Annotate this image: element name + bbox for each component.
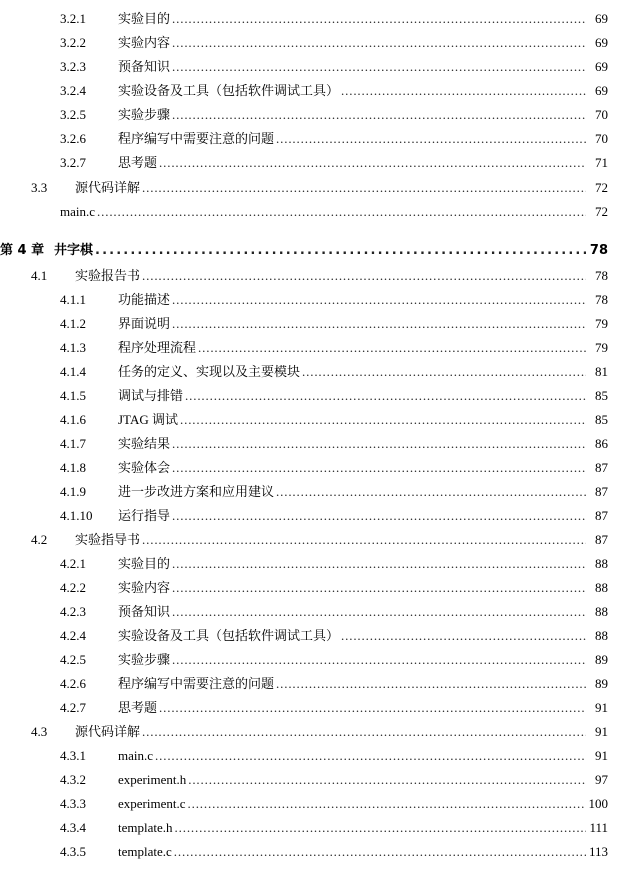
- toc-number: 4.1: [31, 268, 48, 283]
- toc-title: 运行指导: [118, 508, 171, 523]
- dot-leader: [159, 155, 586, 171]
- toc-page: 88: [595, 580, 608, 595]
- toc-page: 87: [595, 532, 608, 547]
- toc-title: 实验体会: [118, 460, 171, 475]
- toc-entry[interactable]: [60, 772, 608, 788]
- toc-page: 100: [588, 796, 608, 811]
- toc-title: 实验设备及工具（包括软件调试工具）: [118, 83, 340, 98]
- toc-number: 4.3: [31, 724, 48, 739]
- dot-leader: [95, 243, 586, 259]
- toc-title: 进一步改进方案和应用建议: [118, 484, 275, 499]
- toc-title: 程序处理流程: [118, 340, 197, 355]
- toc-number: 3.2.5: [60, 107, 86, 122]
- toc-page: 88: [595, 604, 608, 619]
- toc-title: 思考题: [118, 700, 158, 715]
- toc-entry[interactable]: [31, 532, 608, 548]
- toc-entry[interactable]: [60, 83, 608, 99]
- toc-entry[interactable]: [60, 556, 608, 572]
- toc-entry[interactable]: [60, 155, 608, 171]
- toc-entry[interactable]: [60, 340, 608, 356]
- toc-entry[interactable]: [60, 460, 608, 476]
- toc-title: 实验结果: [118, 436, 171, 451]
- toc-number: 3.2.6: [60, 131, 86, 146]
- toc-page: 69: [595, 11, 608, 26]
- toc-number: 4.2.2: [60, 580, 86, 595]
- toc-entry[interactable]: [60, 484, 608, 500]
- dot-leader: [142, 180, 586, 196]
- toc-number: 4.2.4: [60, 628, 86, 643]
- toc-page: 113: [588, 844, 608, 859]
- toc-chapter-entry[interactable]: [0, 243, 608, 259]
- toc-entry[interactable]: [60, 700, 608, 716]
- toc-entry[interactable]: [60, 676, 608, 692]
- toc-title: main.c: [118, 748, 154, 763]
- toc-entry[interactable]: [60, 316, 608, 332]
- toc-page: 70: [595, 131, 608, 146]
- dot-leader: [172, 292, 586, 308]
- dot-leader: [142, 724, 586, 740]
- toc-number: 4.2.3: [60, 604, 86, 619]
- dot-leader: [276, 484, 586, 500]
- toc-number: 4.2.6: [60, 676, 86, 691]
- toc-page: 78: [589, 243, 608, 258]
- toc-page: 85: [595, 412, 608, 427]
- toc-page: 69: [595, 83, 608, 98]
- toc-title: 功能描述: [118, 292, 171, 307]
- toc-title: experiment.h: [118, 772, 187, 787]
- toc-number: 4.1.1: [60, 292, 86, 307]
- toc-page: 72: [595, 180, 608, 195]
- dot-leader: [188, 796, 587, 812]
- dot-leader: [172, 107, 586, 123]
- toc-number: 4.1.8: [60, 460, 86, 475]
- toc-number: 4.1.7: [60, 436, 86, 451]
- toc-page: 69: [595, 35, 608, 50]
- toc-title: 实验报告书: [75, 268, 141, 283]
- toc-page: 89: [595, 676, 608, 691]
- toc-number: 4.3.1: [60, 748, 86, 763]
- toc-page: 111: [589, 820, 608, 835]
- toc-title: 调试与排错: [118, 388, 184, 403]
- dot-leader: [172, 35, 586, 51]
- toc-title: 预备知识: [118, 59, 171, 74]
- toc-entry[interactable]: [60, 107, 608, 123]
- dot-leader: [172, 59, 586, 75]
- toc-page: 86: [595, 436, 608, 451]
- toc-entry[interactable]: [60, 388, 608, 404]
- toc-page: 78: [595, 292, 608, 307]
- toc-number: 4.1.6: [60, 412, 86, 427]
- toc-title: 源代码详解: [75, 180, 141, 195]
- toc-title: main.c: [60, 204, 96, 219]
- toc-number: 4.2.7: [60, 700, 86, 715]
- dot-leader: [172, 436, 586, 452]
- dot-leader: [302, 364, 586, 380]
- toc-number: 4.3.5: [60, 844, 86, 859]
- dot-leader: [172, 556, 586, 572]
- dot-leader: [341, 628, 586, 644]
- toc-number: 3.2.4: [60, 83, 86, 98]
- toc-page: 91: [595, 700, 608, 715]
- toc-number: 4.1.10: [60, 508, 93, 523]
- toc-title: 思考题: [118, 155, 158, 170]
- toc-number: 4.2.5: [60, 652, 86, 667]
- dot-leader: [188, 772, 586, 788]
- toc-page: 97: [595, 772, 608, 787]
- toc-page: 87: [595, 460, 608, 475]
- toc-page: 81: [595, 364, 608, 379]
- toc-title: 预备知识: [118, 604, 171, 619]
- toc-title: 实验目的: [118, 11, 171, 26]
- toc-page: 91: [595, 748, 608, 763]
- dot-leader: [276, 131, 586, 147]
- toc-title: 井字棋: [54, 243, 94, 258]
- toc-number: 3.3: [31, 180, 48, 195]
- toc-page: 70: [595, 107, 608, 122]
- toc-number: 4.3.2: [60, 772, 86, 787]
- dot-leader: [172, 508, 586, 524]
- toc-title: 实验目的: [118, 556, 171, 571]
- dot-leader: [172, 580, 586, 596]
- toc-entry[interactable]: [60, 628, 608, 644]
- dot-leader: [172, 11, 586, 27]
- dot-leader: [172, 316, 586, 332]
- toc-number: 4.3.4: [60, 820, 86, 835]
- toc-entry[interactable]: [31, 268, 608, 284]
- toc-page: 87: [595, 508, 608, 523]
- toc-entry[interactable]: [60, 580, 608, 596]
- toc-entry[interactable]: [60, 204, 608, 220]
- dot-leader: [142, 532, 586, 548]
- toc-entry[interactable]: [60, 508, 608, 524]
- toc-entry[interactable]: [60, 604, 608, 620]
- toc-entry[interactable]: [31, 724, 608, 740]
- toc-entry[interactable]: [60, 844, 608, 860]
- dot-leader: [172, 604, 586, 620]
- toc-entry[interactable]: [60, 59, 608, 75]
- toc-title: JTAG 调试: [118, 412, 178, 427]
- dot-leader: [155, 748, 586, 764]
- toc-title: 实验步骤: [118, 107, 171, 122]
- toc-entry[interactable]: [60, 131, 608, 147]
- toc-number: 4.1.5: [60, 388, 86, 403]
- toc-title: 实验步骤: [118, 652, 171, 667]
- toc-entry[interactable]: [60, 748, 608, 764]
- toc-page: 78: [595, 268, 608, 283]
- toc-title: experiment.c: [118, 796, 186, 811]
- toc-page: 85: [595, 388, 608, 403]
- dot-leader: [174, 844, 586, 860]
- dot-leader: [180, 412, 586, 428]
- dot-leader: [185, 388, 586, 404]
- toc-page: 89: [595, 652, 608, 667]
- toc-number: 4.3.3: [60, 796, 86, 811]
- toc-number: 4.1.9: [60, 484, 86, 499]
- toc-entry[interactable]: [60, 652, 608, 668]
- toc-title: template.c: [118, 844, 172, 859]
- toc-number: 第 4 章: [0, 243, 45, 258]
- dot-leader: [175, 820, 586, 836]
- toc-entry[interactable]: [60, 364, 608, 380]
- dot-leader: [142, 268, 586, 284]
- dot-leader: [276, 676, 586, 692]
- toc-entry[interactable]: [60, 292, 608, 308]
- toc-number: 4.1.4: [60, 364, 86, 379]
- toc-page: 72: [595, 204, 608, 219]
- toc-page: 79: [595, 316, 608, 331]
- toc-number: 3.2.1: [60, 11, 86, 26]
- toc-page: 69: [595, 59, 608, 74]
- toc-number: 4.2: [31, 532, 48, 547]
- dot-leader: [97, 204, 586, 220]
- toc-entry[interactable]: [60, 11, 608, 27]
- toc-entry[interactable]: [60, 35, 608, 51]
- toc-title: 程序编写中需要注意的问题: [118, 131, 275, 146]
- toc-number: 4.1.3: [60, 340, 86, 355]
- toc-entry[interactable]: [60, 820, 608, 836]
- toc-page: 88: [595, 556, 608, 571]
- toc-entry[interactable]: [31, 180, 608, 196]
- toc-title: 实验设备及工具（包括软件调试工具）: [118, 628, 340, 643]
- dot-leader: [198, 340, 586, 356]
- toc-page: 87: [595, 484, 608, 499]
- toc-page: 79: [595, 340, 608, 355]
- toc-number: 3.2.2: [60, 35, 86, 50]
- dot-leader: [341, 83, 586, 99]
- toc-number: 3.2.3: [60, 59, 86, 74]
- toc-number: 3.2.7: [60, 155, 86, 170]
- toc-title: 实验内容: [118, 580, 171, 595]
- dot-leader: [172, 460, 586, 476]
- toc-title: 任务的定义、实现以及主要模块: [118, 364, 301, 379]
- toc-title: template.h: [118, 820, 173, 835]
- dot-leader: [159, 700, 586, 716]
- toc-title: 源代码详解: [75, 724, 141, 739]
- toc-page: 71: [595, 155, 608, 170]
- toc-number: 4.2.1: [60, 556, 86, 571]
- toc-title: 实验指导书: [75, 532, 141, 547]
- toc-title: 界面说明: [118, 316, 171, 331]
- toc-entry[interactable]: [60, 412, 608, 428]
- toc-entry[interactable]: [60, 436, 608, 452]
- dot-leader: [172, 652, 586, 668]
- toc-page: 91: [595, 724, 608, 739]
- toc-entry[interactable]: [60, 796, 608, 812]
- toc-title: 程序编写中需要注意的问题: [118, 676, 275, 691]
- toc-number: 4.1.2: [60, 316, 86, 331]
- toc-title: 实验内容: [118, 35, 171, 50]
- toc-page: 88: [595, 628, 608, 643]
